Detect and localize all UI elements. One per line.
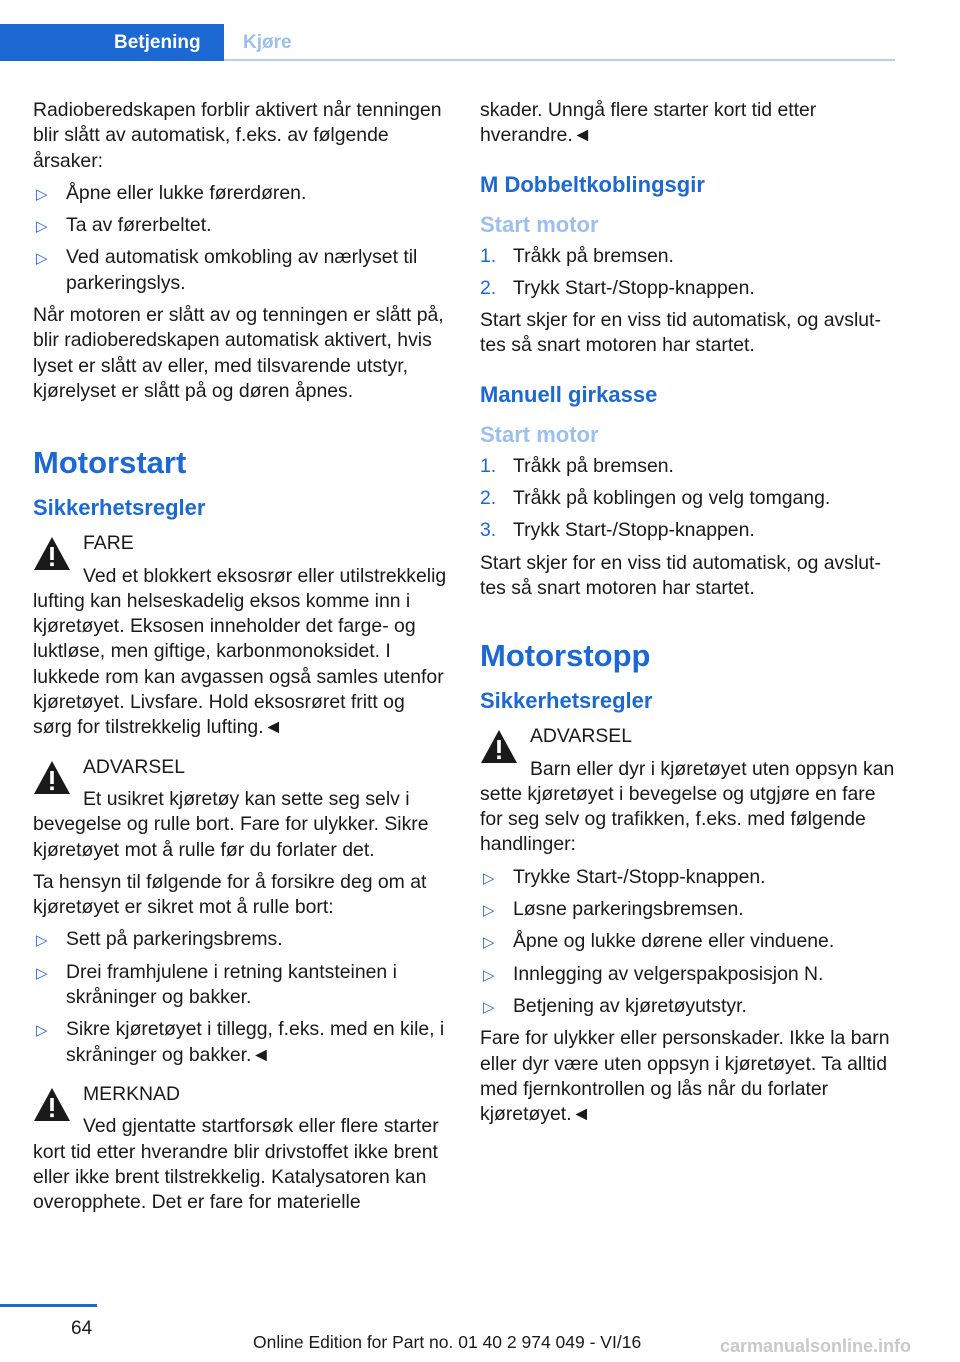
radio-paragraph: Når motoren er slått av og tenningen er slått på, blir radioberedskapen automatisk aktivert, hvis lyset er slått av eller, med tilsvarende utstyr, kjørelyset er slått på og døren åpnes. xyxy=(33,304,444,402)
left-column xyxy=(33,98,448,1222)
warning-triangle-icon xyxy=(33,1087,71,1122)
intro-bullet-list xyxy=(33,181,448,296)
list-item: ▷ Sett på parkeringsbrems. xyxy=(33,927,448,952)
tab-betjening xyxy=(0,24,224,61)
warning-block-advarsel xyxy=(480,724,895,857)
subsection-title-manual: Manuell girkasse xyxy=(480,381,658,407)
list-item: ▷ Drei framhjulene i retning kantsteinen i skråninger og bakker. xyxy=(36,960,397,1009)
section-title-motorstart: Motorstart xyxy=(33,445,187,481)
list-item: ▷ Innlegging av velgerspakposisjon N. xyxy=(480,962,895,987)
list-item: 1. Tråkk på bremsen. xyxy=(480,244,895,269)
step-number: 1. xyxy=(480,454,497,477)
page-number: 64 xyxy=(71,1318,93,1339)
warning-triangle-icon xyxy=(480,729,518,764)
warning-text: Barn eller dyr i kjøretøyet uten oppsyn kan sette kjøretøyet i bevegelse og utgjøre en fare for seg selv og trafikken, f.eks. med følgende handlinger: xyxy=(480,757,895,856)
warning-block-danger xyxy=(33,531,448,740)
triangle-bullet-icon: ▷ xyxy=(483,998,495,1016)
edition-text: Online Edition for Part no. 01 40 2 974 049 - VI/16 xyxy=(253,1332,642,1352)
warning-level: MERKNAD xyxy=(83,1082,180,1105)
footer-rule xyxy=(0,1304,97,1307)
list-item: ▷ Løsne parkeringsbremsen. xyxy=(480,897,895,922)
step-number: 2. xyxy=(480,276,497,299)
triangle-bullet-icon: ▷ xyxy=(36,185,48,203)
step-number: 2. xyxy=(480,487,497,510)
manual-steps-list xyxy=(480,454,895,544)
list-item: ▷ Åpne og lukke dørene eller vinduene. xyxy=(480,929,895,954)
step-title-start-motor: Start motor xyxy=(480,211,599,237)
list-item: 2. Trykk Start-/Stopp-knappen. xyxy=(480,276,895,301)
triangle-bullet-icon: ▷ xyxy=(483,934,495,952)
tab-kjore: Kjøre xyxy=(243,32,292,53)
triangle-bullet-icon: ▷ xyxy=(36,250,48,268)
warning-block-merknad xyxy=(33,1082,448,1215)
list-item: 2. Tråkk på koblingen og velg tomgang. xyxy=(480,486,895,511)
warning-level: FARE xyxy=(83,532,134,555)
list-item: ▷ Trykke Start-/Stopp-knappen. xyxy=(480,865,895,890)
intro-paragraph: Radioberedskapen forblir aktivert når tenningen blir slått av automatisk, f.eks. av følgende årsaker: xyxy=(33,99,442,172)
roll-paragraph: Ta hensyn til følgende for å forsikre deg om at kjøretøyet er sikret mot å rulle bort: xyxy=(33,870,427,919)
dct-steps-list xyxy=(480,244,895,302)
step-title-start-motor: Start motor xyxy=(480,421,599,447)
triangle-bullet-icon: ▷ xyxy=(36,964,48,982)
continued-paragraph: skader. Unngå flere starter kort tid etter hverandre.◄ xyxy=(480,99,817,147)
list-item: ▷ Sikre kjøretøyet i tillegg, f.eks. med en kile, i skråninger og bakker.◄ xyxy=(36,1018,445,1066)
chapter-tabs xyxy=(0,24,895,62)
list-item: ▷ Betjening av kjøretøyutstyr. xyxy=(480,994,895,1019)
stop-bullet-list xyxy=(480,865,895,1019)
triangle-bullet-icon: ▷ xyxy=(36,932,48,950)
tab-betjening-label: Betjening xyxy=(114,32,201,53)
list-item: ▷ Ved automatisk omkobling av nærlyset til parkeringslys. xyxy=(36,246,418,294)
list-item: 1. Tråkk på bremsen. xyxy=(480,454,895,479)
subsection-title-safety: Sikkerhetsregler xyxy=(480,688,653,714)
warning-text: Et usikret kjøretøy kan sette seg selv i bevegelse og rulle bort. Fare for ulykker. Sikre kjøretøyet mot å rulle før du forlater det. xyxy=(33,787,429,861)
list-item: 3. Trykk Start-/Stopp-knappen. xyxy=(480,518,895,543)
triangle-bullet-icon: ▷ xyxy=(483,902,495,920)
warning-text: Ved gjentatte startforsøk eller flere starter kort tid etter hverandre blir drivstoffet ikke brent eller ikke brent tilstrekkelig. Katalysatoren kan overopphete. Det er fare for materielle xyxy=(33,1115,439,1214)
subsection-title-dct: M Dobbeltkoblingsgir xyxy=(480,171,705,197)
triangle-bullet-icon: ▷ xyxy=(36,218,48,236)
warning-triangle-icon xyxy=(33,536,71,571)
warning-block-advarsel xyxy=(33,755,448,863)
step-number: 3. xyxy=(480,519,497,542)
warning-triangle-icon xyxy=(33,760,71,795)
watermark: carmanualsonline.info xyxy=(720,1336,912,1356)
list-item: ▷ Ta av førerbeltet. xyxy=(33,213,448,238)
triangle-bullet-icon: ▷ xyxy=(36,1022,48,1040)
triangle-bullet-icon: ▷ xyxy=(483,869,495,887)
warning-level: ADVARSEL xyxy=(530,725,633,748)
warning-level: ADVARSEL xyxy=(83,755,186,778)
tab-underline xyxy=(224,59,895,61)
dct-after-paragraph: Start skjer for en viss tid automatisk, og avsluttes så snart motoren har startet. xyxy=(480,309,881,357)
list-item: ▷ Åpne eller lukke førerdøren. xyxy=(33,181,448,206)
triangle-bullet-icon: ▷ xyxy=(483,966,495,984)
manual-after-paragraph: Start skjer for en viss tid automatisk, og avsluttes så snart motoren har startet. xyxy=(480,551,881,599)
subsection-title-safety: Sikkerhetsregler xyxy=(33,495,206,521)
right-column xyxy=(480,98,895,1134)
step-number: 1. xyxy=(480,244,497,267)
roll-bullet-list xyxy=(33,927,448,1067)
warning-text: Ved et blokkert eksosrør eller utilstrekkelig lufting kan helseskadelig eksos komme inn i kjøretøyet. Eksosen inneholder det farge- og luktløse, men giftige, karbonmonoksidet. I lukkede rom kan avgassen også samles utenfor kjøretøyet. Livsfare. Hold eksosrøret fritt og sørg for tilstrekkelig lufting.◄ xyxy=(33,564,447,739)
section-title-motorstopp: Motorstopp xyxy=(480,638,651,674)
final-paragraph: Fare for ulykker eller personskader. Ikke la barn eller dyr være uten oppsyn i kjøretøyet. Ta alltid med fjernkontrollen og lås når du forlater kjøretøyet.◄ xyxy=(480,1027,890,1126)
